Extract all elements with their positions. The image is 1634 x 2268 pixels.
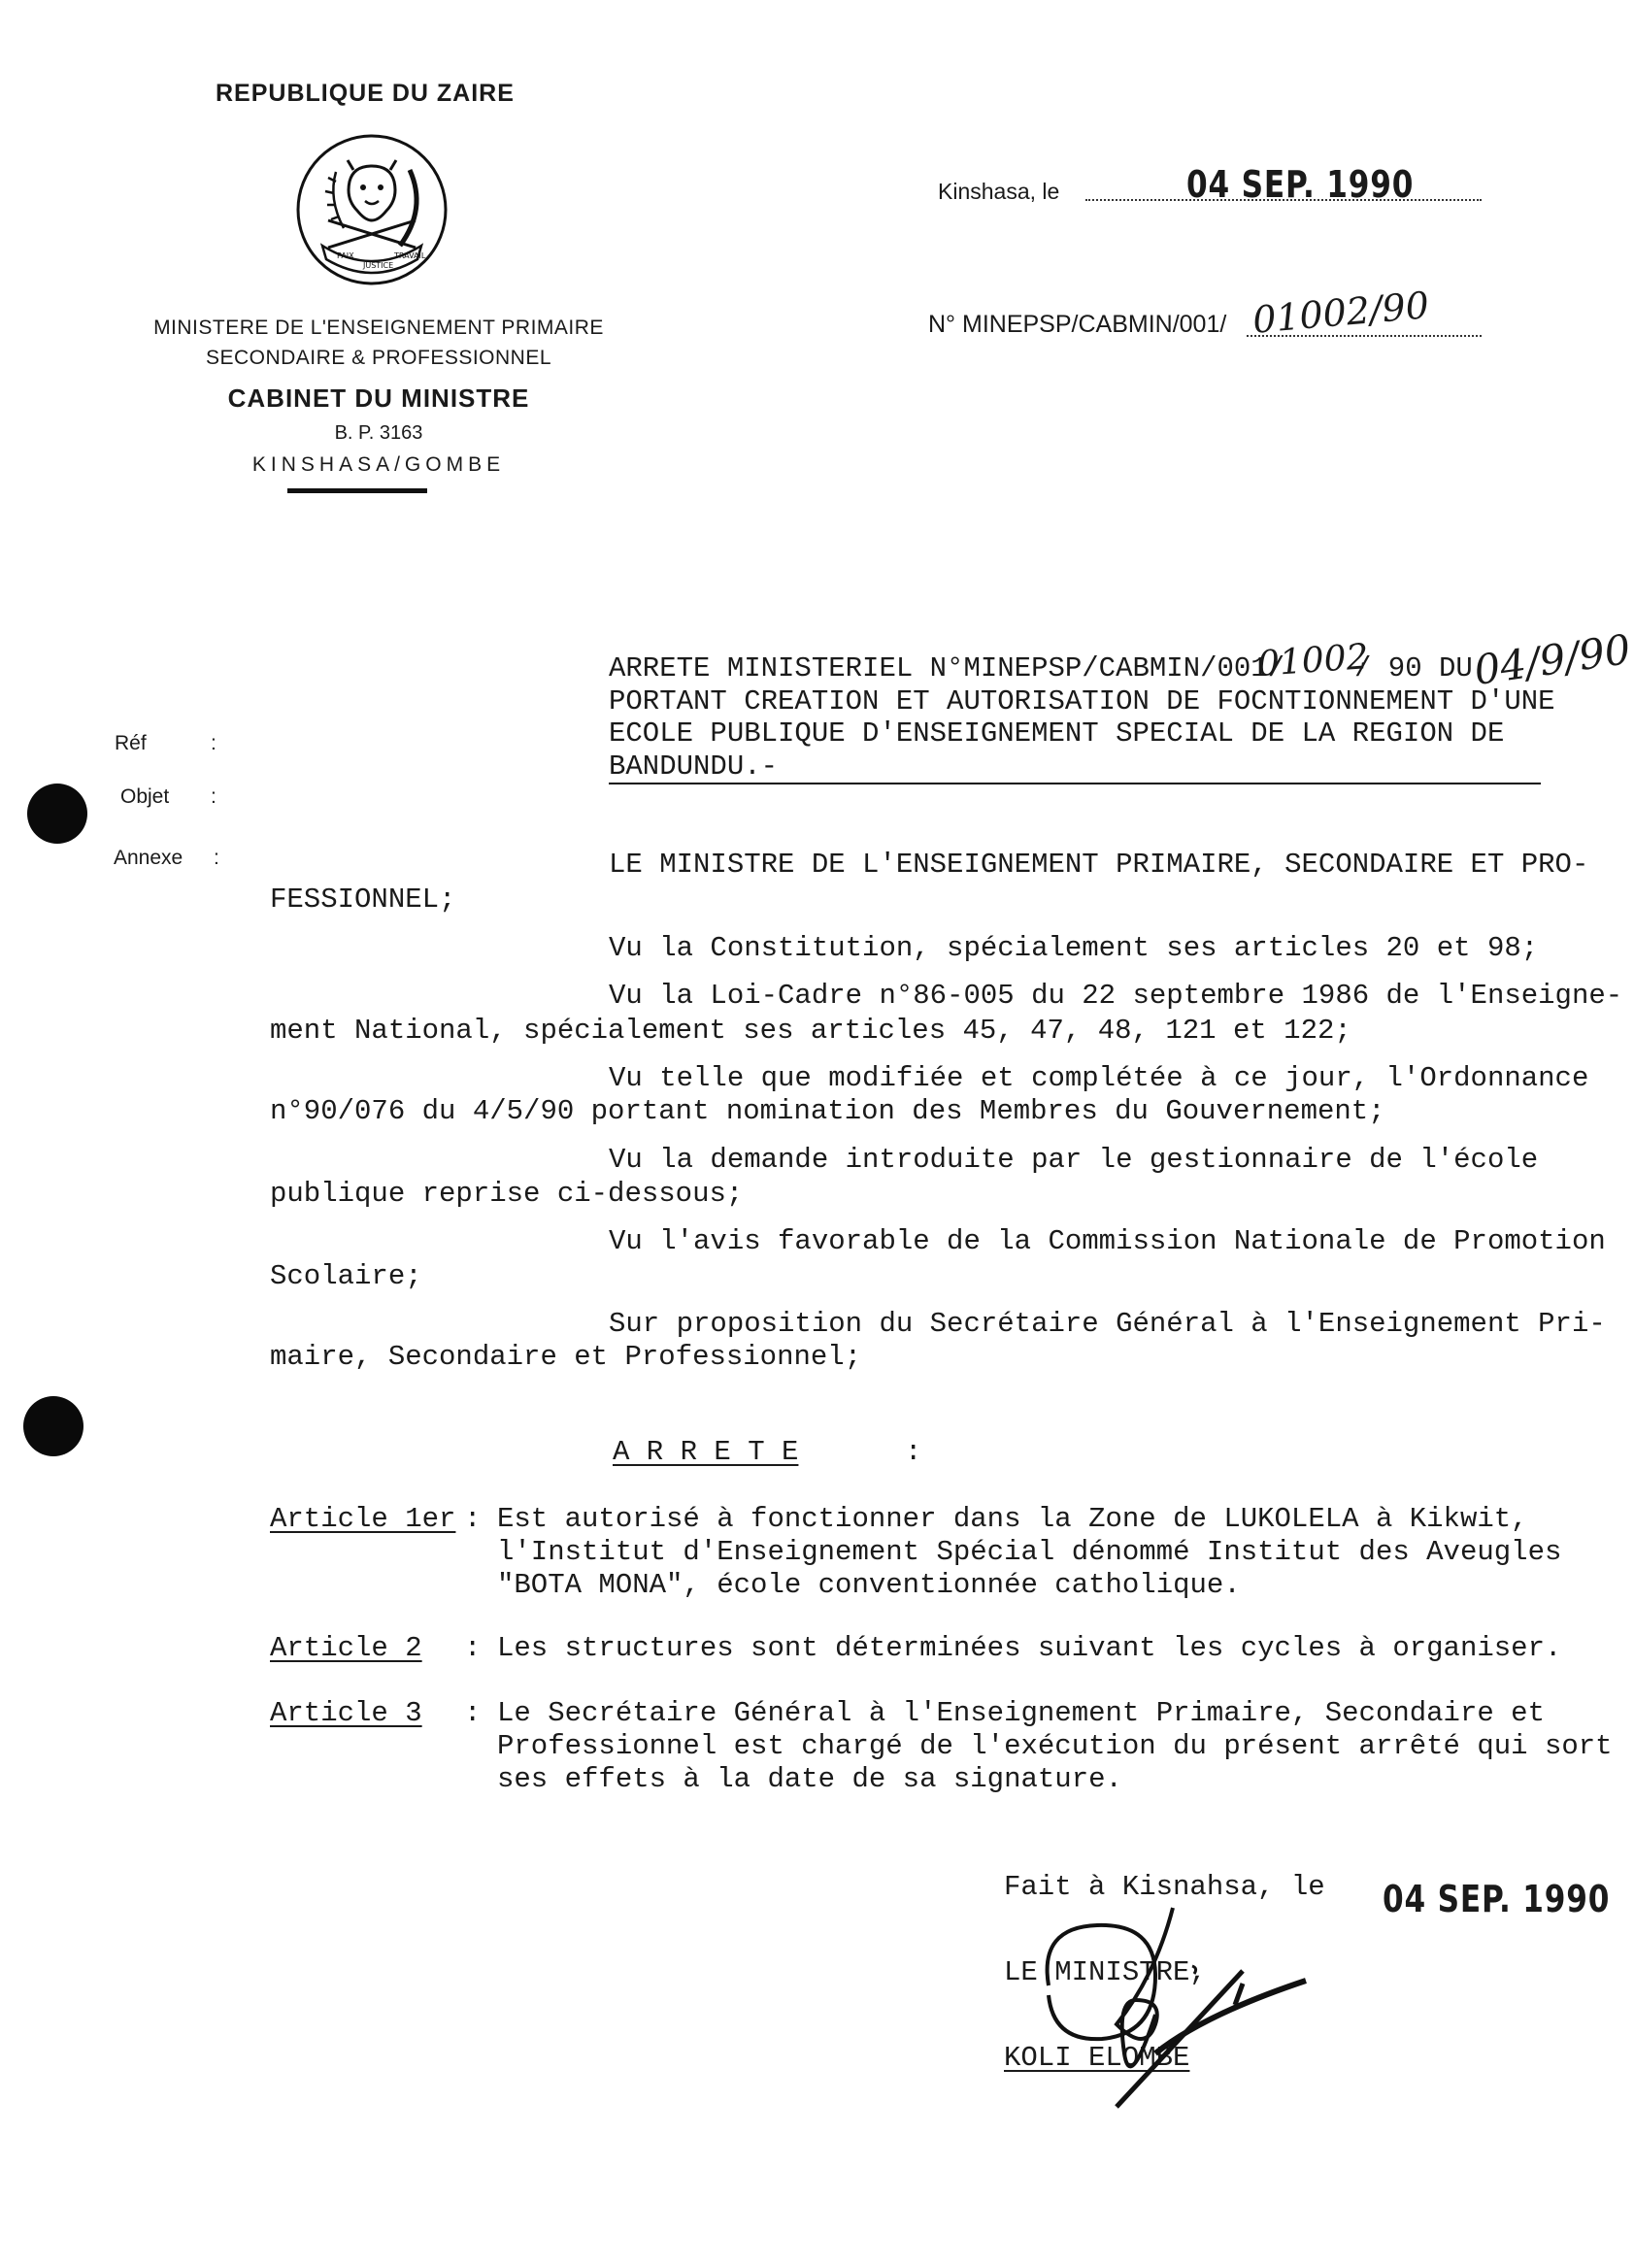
punch-hole-bottom — [23, 1396, 83, 1456]
title-line-2: PORTANT CREATION ET AUTORISATION DE FOCNTIONNEMENT D'UNE — [609, 685, 1555, 717]
objet-label: Objet — [120, 785, 170, 808]
title-underline — [609, 783, 1541, 784]
vu-loi-cadre-line-1: Vu la Loi-Cadre n°86-005 du 22 septembre 1986 de l'Enseigne- — [609, 980, 1623, 1012]
minister-title: LE MINISTRE, — [1004, 1956, 1207, 1988]
punch-hole-top — [27, 784, 87, 844]
place-date-label: Kinshasa, le — [938, 179, 1060, 204]
title-line-3: ECOLE PUBLIQUE D'ENSEIGNEMENT SPECIAL DE LA REGION DE — [609, 717, 1505, 750]
ref-label: Réf — [115, 732, 147, 754]
title-line-1a: ARRETE MINISTERIEL N°MINEPSP/CABMIN/001/ — [609, 652, 1285, 684]
emblem-motto-paix: PAIX — [337, 251, 354, 260]
article-2-line-1: Les structures sont déterminées suivant les cycles à organiser. — [497, 1632, 1562, 1664]
title-handwritten-number: 01002 — [1255, 637, 1370, 684]
fait-a-line: Fait à Kisnahsa, le — [1004, 1871, 1325, 1903]
article-3-line-2: Professionnel est chargé de l'exécution du présent arrêté qui sort — [497, 1730, 1613, 1762]
vu-loi-cadre-line-2: ment National, spécialement ses articles 45, 47, 48, 121 et 122; — [270, 1015, 1351, 1047]
title-line-4: BANDUNDU.- — [609, 750, 779, 783]
vu-ordonnance-line-2: n°90/076 du 4/5/90 portant nomination des Membres du Gouvernement; — [270, 1095, 1385, 1127]
ref-colon: : — [211, 732, 217, 754]
article-3-label: Article 3 — [270, 1697, 422, 1729]
objet-colon: : — [211, 785, 217, 808]
article-2-label: Article 2 — [270, 1632, 422, 1664]
article-1-line-3: "BOTA MONA", école conventionnée catholique. — [497, 1569, 1241, 1601]
article-3-line-1: Le Secrétaire Général à l'Enseignement Primaire, Secondaire et — [497, 1697, 1545, 1729]
cabinet-title: CABINET DU MINISTRE — [227, 384, 530, 413]
article-1-label: Article 1er — [270, 1503, 456, 1535]
article-3-colon: : — [464, 1697, 482, 1729]
vu-ordonnance-line-1: Vu telle que modifiée et complétée à ce jour, l'Ordonnance — [609, 1062, 1589, 1094]
date-stamp: 04 SEP. 1990 — [1186, 163, 1415, 206]
vu-constitution: Vu la Constitution, spécialement ses articles 20 et 98; — [609, 932, 1539, 964]
vu-demande-line-2: publique reprise ci-dessous; — [270, 1178, 744, 1210]
article-1-colon: : — [464, 1503, 482, 1535]
signature-date-stamp: 04 SEP. 1990 — [1383, 1878, 1611, 1920]
sur-proposition-line-1: Sur proposition du Secrétaire Général à l'Enseignement Pri- — [609, 1308, 1606, 1340]
vu-avis-line-1: Vu l'avis favorable de la Commission Nationale de Promotion — [609, 1225, 1606, 1257]
arrete-heading: A R R E T E — [613, 1436, 799, 1468]
reference-handwritten: 01002/90 — [1251, 284, 1431, 342]
article-1-line-1: Est autorisé à fonctionner dans la Zone de LUKOLELA à Kikwit, — [497, 1503, 1528, 1535]
arrete-colon: : — [905, 1436, 922, 1468]
vu-avis-line-2: Scolaire; — [270, 1260, 422, 1292]
national-emblem — [293, 131, 450, 288]
emblem-motto-travail: TRAVAIL — [394, 251, 426, 260]
article-3-line-3: ses effets à la date de sa signature. — [497, 1763, 1122, 1795]
city-line: KINSHASA/GOMBE — [251, 453, 506, 476]
annexe-label: Annexe — [114, 847, 183, 869]
republic-title: REPUBLIQUE DU ZAIRE — [216, 80, 515, 107]
vu-demande-line-1: Vu la demande introduite par le gestionnaire de l'école — [609, 1144, 1539, 1176]
handwritten-signature — [1010, 1908, 1320, 2117]
minister-name: KOLI ELOMBE — [1004, 2042, 1190, 2074]
article-2-colon: : — [464, 1632, 482, 1664]
minister-line-2: FESSIONNEL; — [270, 884, 456, 916]
article-1-line-2: l'Institut d'Enseignement Spécial dénommé Institut des Aveugles — [497, 1536, 1562, 1568]
sur-proposition-line-2: maire, Secondaire et Professionnel; — [270, 1341, 862, 1373]
minister-line-1: LE MINISTRE DE L'ENSEIGNEMENT PRIMAIRE, SECONDAIRE ET PRO- — [609, 849, 1589, 881]
annexe-colon: : — [214, 847, 219, 869]
title-line-1b: / 90 DU — [1354, 652, 1473, 684]
postal-box: B. P. 3163 — [334, 422, 423, 444]
ministry-line-2: SECONDAIRE & PROFESSIONNEL — [205, 347, 552, 369]
letterhead-divider — [287, 488, 427, 493]
title-handwritten-date: 04/9/90 — [1471, 624, 1634, 695]
emblem-motto-justice: JUSTICE — [363, 261, 394, 270]
reference-number-label: N° MINEPSP/CABMIN/001/ — [928, 311, 1227, 338]
ministry-line-1: MINISTERE DE L'ENSEIGNEMENT PRIMAIRE — [153, 317, 604, 339]
